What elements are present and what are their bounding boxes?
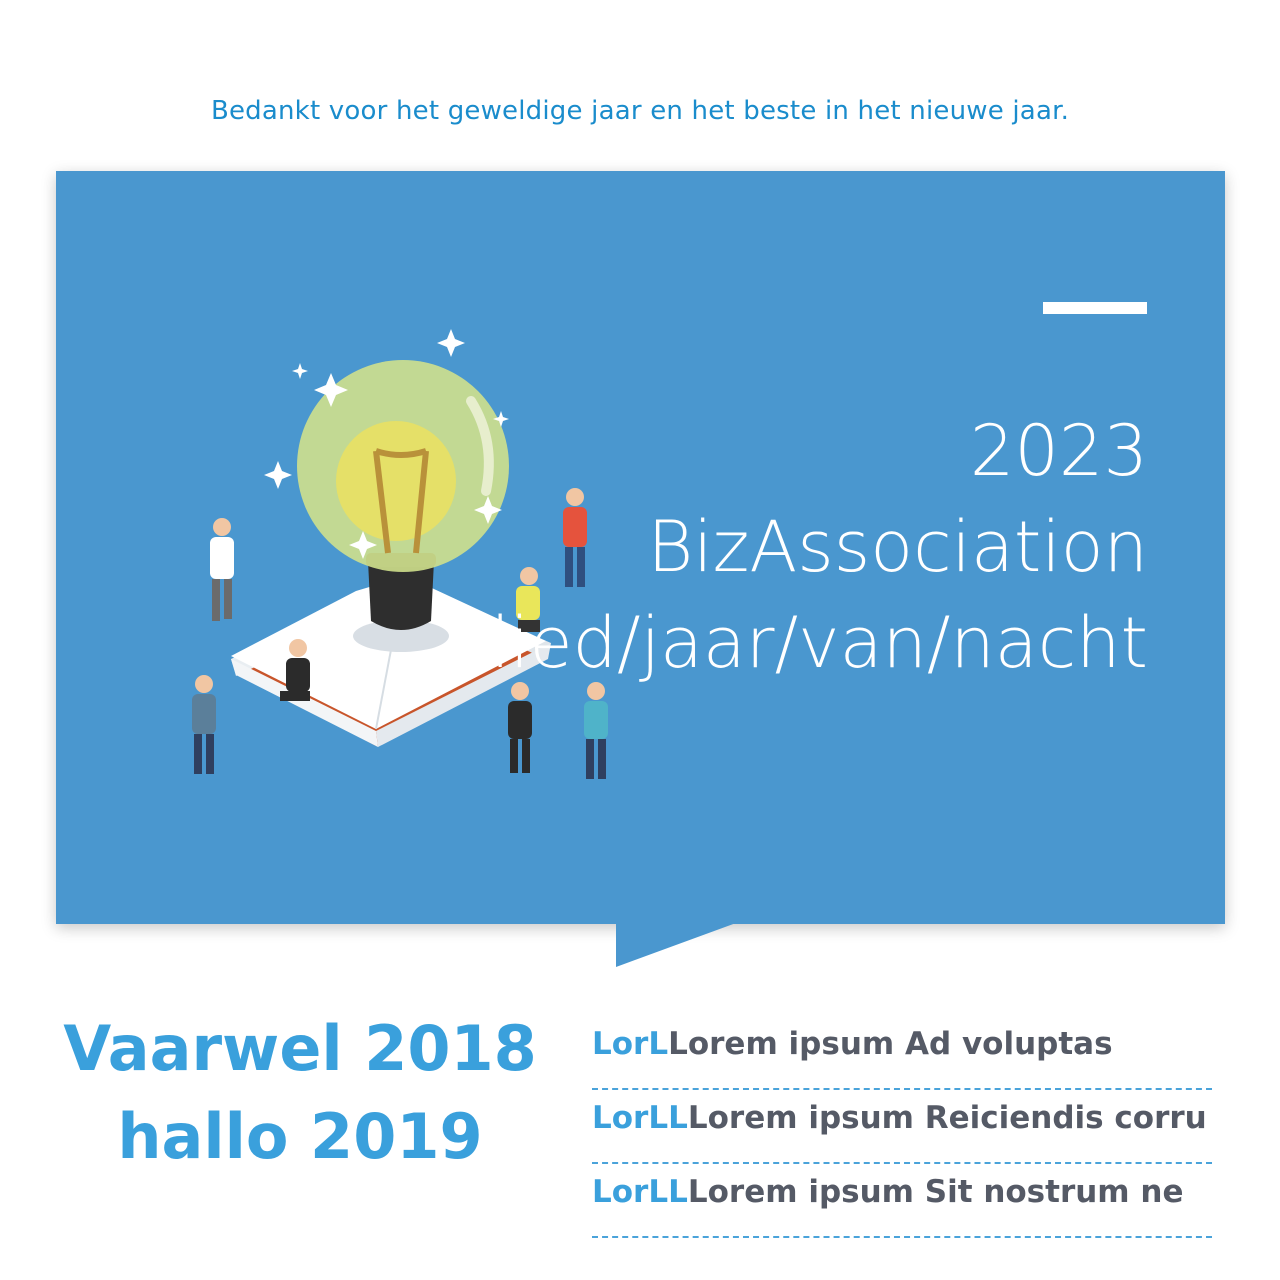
list-item-prefix: LorLL [592, 1174, 688, 1210]
person-icon [508, 682, 532, 773]
card-subtitle: lied/jaar/van/nacht [490, 602, 1148, 684]
list-item-text: Lorem ipsum Reiciendis corru [687, 1100, 1207, 1136]
speech-bubble-card [56, 171, 1225, 924]
list-item-prefix: LorL [592, 1026, 669, 1062]
farewell-line-2: hallo 2019 [117, 1100, 483, 1173]
lorem-list [592, 1016, 1212, 1238]
list-item [592, 1016, 1212, 1090]
person-icon [192, 675, 216, 774]
speech-bubble-tail [616, 923, 736, 975]
farewell-heading [40, 1005, 560, 1181]
accent-bar [1043, 302, 1147, 314]
tagline: Bedankt voor het geweldige jaar en het beste in het nieuwe jaar. [210, 96, 1070, 126]
card-organization: BizAssociation [647, 506, 1148, 588]
card-year: 2023 [969, 410, 1148, 492]
person-icon [210, 518, 234, 621]
list-item-text: Lorem ipsum Ad voluptas [668, 1026, 1113, 1062]
farewell-line-1: Vaarwel 2018 [63, 1012, 537, 1085]
card-title-block [428, 403, 1148, 691]
list-item-prefix: LorLL [592, 1100, 688, 1136]
list-item [592, 1090, 1212, 1164]
person-icon [584, 682, 608, 779]
list-item-text: Lorem ipsum Sit nostrum ne [687, 1174, 1184, 1210]
list-item [592, 1164, 1212, 1238]
